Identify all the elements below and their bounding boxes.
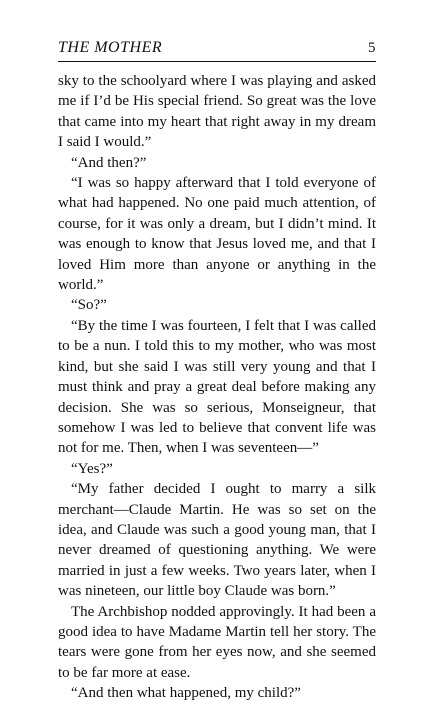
running-title: THE MOTHER bbox=[58, 39, 163, 56]
page-number: 5 bbox=[368, 40, 376, 56]
paragraph: “By the time I was fourteen, I felt that I was called to be a nun. I told this to my mother, who was most kind, but she said I was still very young and that I must think and pray a great deal before making any decision. She was so serious, Monseigneur, that somehow I was led to believe that convent life was not for me. Then, when I was seventeen—” bbox=[58, 317, 376, 457]
paragraph: “And then what happened, my child?” bbox=[71, 685, 301, 702]
paragraph: The Archbishop nodded approvingly. It had been a good idea to have Madame Martin tell her story. The tears were gone from her eyes now, and she seemed to be far more at ease. bbox=[58, 603, 376, 681]
paragraph: “I was so happy afterward that I told everyone of what had happened. No one paid much attention, of course, for it was only a dream, but I didn’t mind. It was enough to know that Jesus loved me, and that I loved Him more than anyone or anything in the world.” bbox=[58, 175, 376, 294]
body-text bbox=[58, 71, 376, 704]
paragraph: “And then?” bbox=[71, 154, 147, 171]
running-header bbox=[58, 38, 376, 58]
paragraph: “Yes?” bbox=[71, 460, 113, 477]
header-rule bbox=[58, 61, 376, 62]
paragraph: sky to the schoolyard where I was playing and asked me if I’d be His special friend. So great was the love that came into my heart that right away in my dream I said I would.” bbox=[58, 73, 376, 151]
paragraph: “So?” bbox=[71, 297, 107, 314]
book-page bbox=[58, 38, 376, 704]
paragraph: “My father decided I ought to marry a silk merchant—Claude Martin. He was so set on the idea, and Claude was such a good young man, that I never dreamed of questioning anything. We were married in just a few weeks. Two years later, when I was nineteen, our little boy Claude was born.” bbox=[58, 481, 376, 600]
